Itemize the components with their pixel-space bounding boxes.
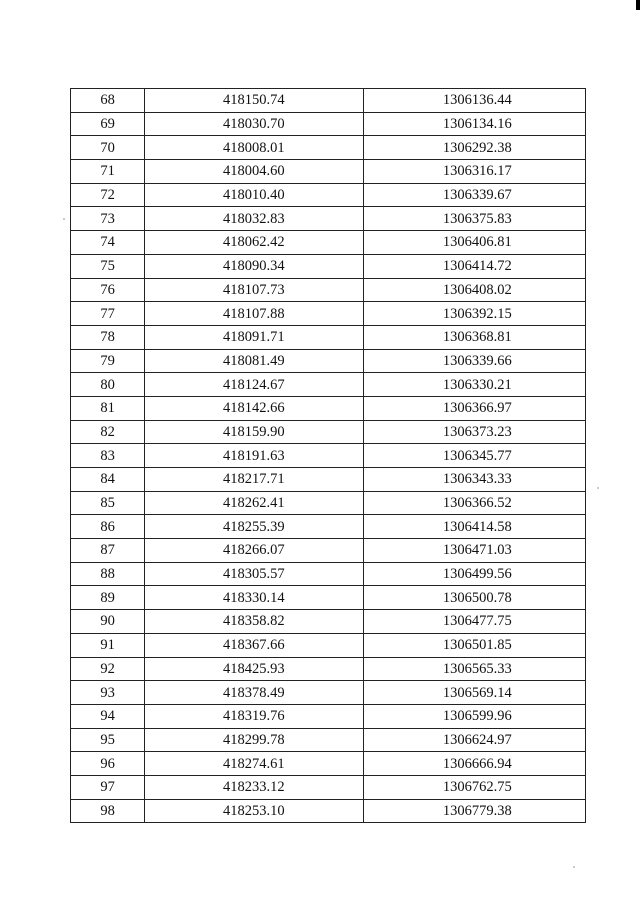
point-number-cell: 94 bbox=[71, 704, 145, 728]
point-number-cell: 84 bbox=[71, 468, 145, 492]
point-number-cell: 72 bbox=[71, 183, 145, 207]
y-coordinate-cell: 1306408.02 bbox=[363, 278, 585, 302]
x-coordinate-cell: 418358.82 bbox=[145, 610, 363, 634]
y-coordinate-cell: 1306779.38 bbox=[363, 799, 585, 823]
x-coordinate-cell: 418150.74 bbox=[145, 89, 363, 113]
point-number-cell: 89 bbox=[71, 586, 145, 610]
x-coordinate-cell: 418233.12 bbox=[145, 775, 363, 799]
x-coordinate-cell: 418091.71 bbox=[145, 325, 363, 349]
x-coordinate-cell: 418191.63 bbox=[145, 444, 363, 468]
x-coordinate-cell: 418032.83 bbox=[145, 207, 363, 231]
y-coordinate-cell: 1306500.78 bbox=[363, 586, 585, 610]
x-coordinate-cell: 418030.70 bbox=[145, 112, 363, 136]
y-coordinate-cell: 1306414.72 bbox=[363, 254, 585, 278]
y-coordinate-cell: 1306373.23 bbox=[363, 420, 585, 444]
y-coordinate-cell: 1306134.16 bbox=[363, 112, 585, 136]
x-coordinate-cell: 418367.66 bbox=[145, 633, 363, 657]
table-row bbox=[71, 254, 586, 278]
y-coordinate-cell: 1306366.97 bbox=[363, 396, 585, 420]
point-number-cell: 93 bbox=[71, 681, 145, 705]
table-row bbox=[71, 160, 586, 184]
x-coordinate-cell: 418081.49 bbox=[145, 349, 363, 373]
table-row bbox=[71, 468, 586, 492]
x-coordinate-cell: 418008.01 bbox=[145, 136, 363, 160]
table-row bbox=[71, 610, 586, 634]
scan-speck bbox=[573, 866, 575, 868]
y-coordinate-cell: 1306330.21 bbox=[363, 373, 585, 397]
y-coordinate-cell: 1306292.38 bbox=[363, 136, 585, 160]
point-number-cell: 77 bbox=[71, 302, 145, 326]
x-coordinate-cell: 418274.61 bbox=[145, 752, 363, 776]
table-row bbox=[71, 136, 586, 160]
point-number-cell: 80 bbox=[71, 373, 145, 397]
point-number-cell: 83 bbox=[71, 444, 145, 468]
point-number-cell: 71 bbox=[71, 160, 145, 184]
table-row bbox=[71, 562, 586, 586]
x-coordinate-cell: 418378.49 bbox=[145, 681, 363, 705]
point-number-cell: 81 bbox=[71, 396, 145, 420]
point-number-cell: 90 bbox=[71, 610, 145, 634]
y-coordinate-cell: 1306624.97 bbox=[363, 728, 585, 752]
table-row bbox=[71, 89, 586, 113]
table-row bbox=[71, 231, 586, 255]
y-coordinate-cell: 1306406.81 bbox=[363, 231, 585, 255]
y-coordinate-cell: 1306599.96 bbox=[363, 704, 585, 728]
table-row bbox=[71, 183, 586, 207]
point-number-cell: 75 bbox=[71, 254, 145, 278]
scan-speck bbox=[597, 487, 599, 489]
point-number-cell: 74 bbox=[71, 231, 145, 255]
y-coordinate-cell: 1306345.77 bbox=[363, 444, 585, 468]
y-coordinate-cell: 1306569.14 bbox=[363, 681, 585, 705]
y-coordinate-cell: 1306499.56 bbox=[363, 562, 585, 586]
y-coordinate-cell: 1306375.83 bbox=[363, 207, 585, 231]
table-row bbox=[71, 799, 586, 823]
point-number-cell: 70 bbox=[71, 136, 145, 160]
table-row bbox=[71, 349, 586, 373]
table-row bbox=[71, 420, 586, 444]
y-coordinate-cell: 1306501.85 bbox=[363, 633, 585, 657]
point-number-cell: 79 bbox=[71, 349, 145, 373]
x-coordinate-cell: 418425.93 bbox=[145, 657, 363, 681]
table-row bbox=[71, 515, 586, 539]
table-row bbox=[71, 752, 586, 776]
y-coordinate-cell: 1306339.67 bbox=[363, 183, 585, 207]
point-number-cell: 91 bbox=[71, 633, 145, 657]
table-row bbox=[71, 657, 586, 681]
point-number-cell: 92 bbox=[71, 657, 145, 681]
point-number-cell: 87 bbox=[71, 539, 145, 563]
point-number-cell: 97 bbox=[71, 775, 145, 799]
y-coordinate-cell: 1306666.94 bbox=[363, 752, 585, 776]
table-row bbox=[71, 633, 586, 657]
table-row bbox=[71, 278, 586, 302]
point-number-cell: 96 bbox=[71, 752, 145, 776]
y-coordinate-cell: 1306762.75 bbox=[363, 775, 585, 799]
y-coordinate-cell: 1306392.15 bbox=[363, 302, 585, 326]
y-coordinate-cell: 1306565.33 bbox=[363, 657, 585, 681]
x-coordinate-cell: 418255.39 bbox=[145, 515, 363, 539]
y-coordinate-cell: 1306477.75 bbox=[363, 610, 585, 634]
point-number-cell: 68 bbox=[71, 89, 145, 113]
scan-speck bbox=[63, 218, 65, 220]
point-number-cell: 73 bbox=[71, 207, 145, 231]
point-number-cell: 98 bbox=[71, 799, 145, 823]
x-coordinate-cell: 418299.78 bbox=[145, 728, 363, 752]
table-row bbox=[71, 539, 586, 563]
point-number-cell: 95 bbox=[71, 728, 145, 752]
x-coordinate-cell: 418319.76 bbox=[145, 704, 363, 728]
y-coordinate-cell: 1306414.58 bbox=[363, 515, 585, 539]
scan-corner-mark bbox=[636, 0, 640, 10]
table-row bbox=[71, 728, 586, 752]
table-row bbox=[71, 396, 586, 420]
coordinate-table-body bbox=[71, 89, 586, 823]
point-number-cell: 69 bbox=[71, 112, 145, 136]
y-coordinate-cell: 1306339.66 bbox=[363, 349, 585, 373]
table-row bbox=[71, 775, 586, 799]
y-coordinate-cell: 1306471.03 bbox=[363, 539, 585, 563]
x-coordinate-cell: 418107.73 bbox=[145, 278, 363, 302]
y-coordinate-cell: 1306316.17 bbox=[363, 160, 585, 184]
x-coordinate-cell: 418107.88 bbox=[145, 302, 363, 326]
y-coordinate-cell: 1306343.33 bbox=[363, 468, 585, 492]
y-coordinate-cell: 1306368.81 bbox=[363, 325, 585, 349]
table-row bbox=[71, 681, 586, 705]
table-row bbox=[71, 586, 586, 610]
x-coordinate-cell: 418262.41 bbox=[145, 491, 363, 515]
table-row bbox=[71, 207, 586, 231]
point-number-cell: 78 bbox=[71, 325, 145, 349]
table-row bbox=[71, 325, 586, 349]
x-coordinate-cell: 418004.60 bbox=[145, 160, 363, 184]
x-coordinate-cell: 418090.34 bbox=[145, 254, 363, 278]
x-coordinate-cell: 418266.07 bbox=[145, 539, 363, 563]
x-coordinate-cell: 418062.42 bbox=[145, 231, 363, 255]
x-coordinate-cell: 418124.67 bbox=[145, 373, 363, 397]
x-coordinate-cell: 418330.14 bbox=[145, 586, 363, 610]
x-coordinate-cell: 418305.57 bbox=[145, 562, 363, 586]
point-number-cell: 82 bbox=[71, 420, 145, 444]
x-coordinate-cell: 418217.71 bbox=[145, 468, 363, 492]
point-number-cell: 86 bbox=[71, 515, 145, 539]
point-number-cell: 88 bbox=[71, 562, 145, 586]
table-row bbox=[71, 112, 586, 136]
point-number-cell: 85 bbox=[71, 491, 145, 515]
table-row bbox=[71, 704, 586, 728]
table-row bbox=[71, 491, 586, 515]
x-coordinate-cell: 418142.66 bbox=[145, 396, 363, 420]
y-coordinate-cell: 1306366.52 bbox=[363, 491, 585, 515]
table-row bbox=[71, 373, 586, 397]
x-coordinate-cell: 418253.10 bbox=[145, 799, 363, 823]
table-row bbox=[71, 302, 586, 326]
x-coordinate-cell: 418159.90 bbox=[145, 420, 363, 444]
x-coordinate-cell: 418010.40 bbox=[145, 183, 363, 207]
table-row bbox=[71, 444, 586, 468]
coordinate-table bbox=[70, 88, 586, 823]
y-coordinate-cell: 1306136.44 bbox=[363, 89, 585, 113]
point-number-cell: 76 bbox=[71, 278, 145, 302]
